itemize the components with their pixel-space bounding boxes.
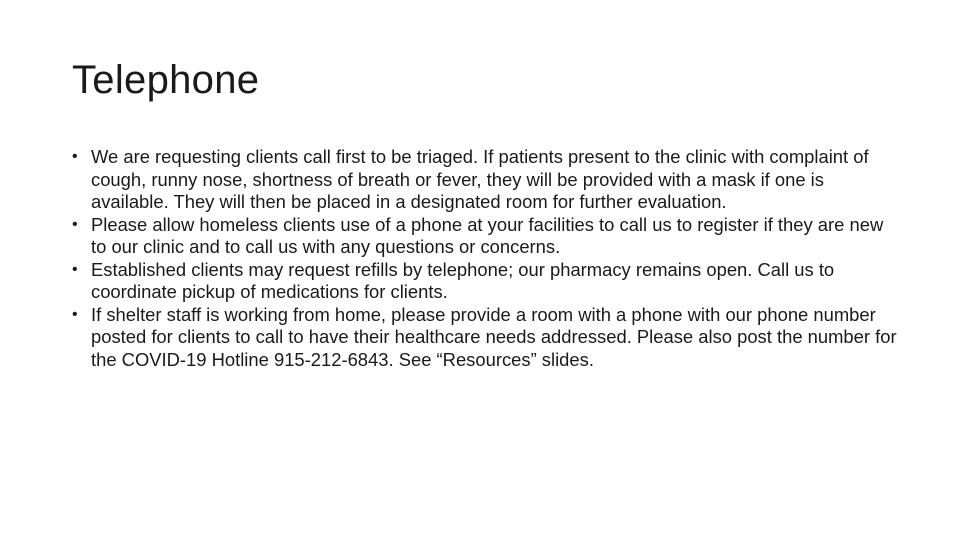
bullet-item-shelter-staff — [72, 304, 902, 372]
bullet-text: We are requesting clients call first to be triaged. If patients present to the clinic with complaint of cough, runny nose, shortness of breath or fever, they will be provided with a mask if one is available. They will then be placed in a designated room for further evaluation. — [91, 146, 869, 212]
bullet-icon: • — [72, 305, 78, 323]
bullet-text: Established clients may request refills by telephone; our pharmacy remains open. Call us to coordinate pickup of medications for clients. — [91, 258, 835, 302]
bullet-item-phone-access — [72, 214, 902, 259]
bullet-icon: • — [72, 215, 78, 233]
bullet-list — [72, 146, 902, 371]
bullet-text: If shelter staff is working from home, please provide a room with a phone with our phone number posted for clients to call to have their healthcare needs addressed. Please also post the number for the COVID-19 Hotline 915-212-6843. See “Resources” slides. — [91, 303, 897, 370]
bullet-item-triage — [72, 146, 902, 214]
slide-title: Telephone — [72, 58, 260, 102]
bullet-item-refills — [72, 259, 902, 304]
bullet-text: Please allow homeless clients use of a phone at your facilities to call us to register if they are new to our clinic and to call us with any questions or concerns. — [91, 213, 884, 257]
bullet-icon: • — [72, 260, 78, 278]
bullet-icon: • — [72, 148, 78, 165]
